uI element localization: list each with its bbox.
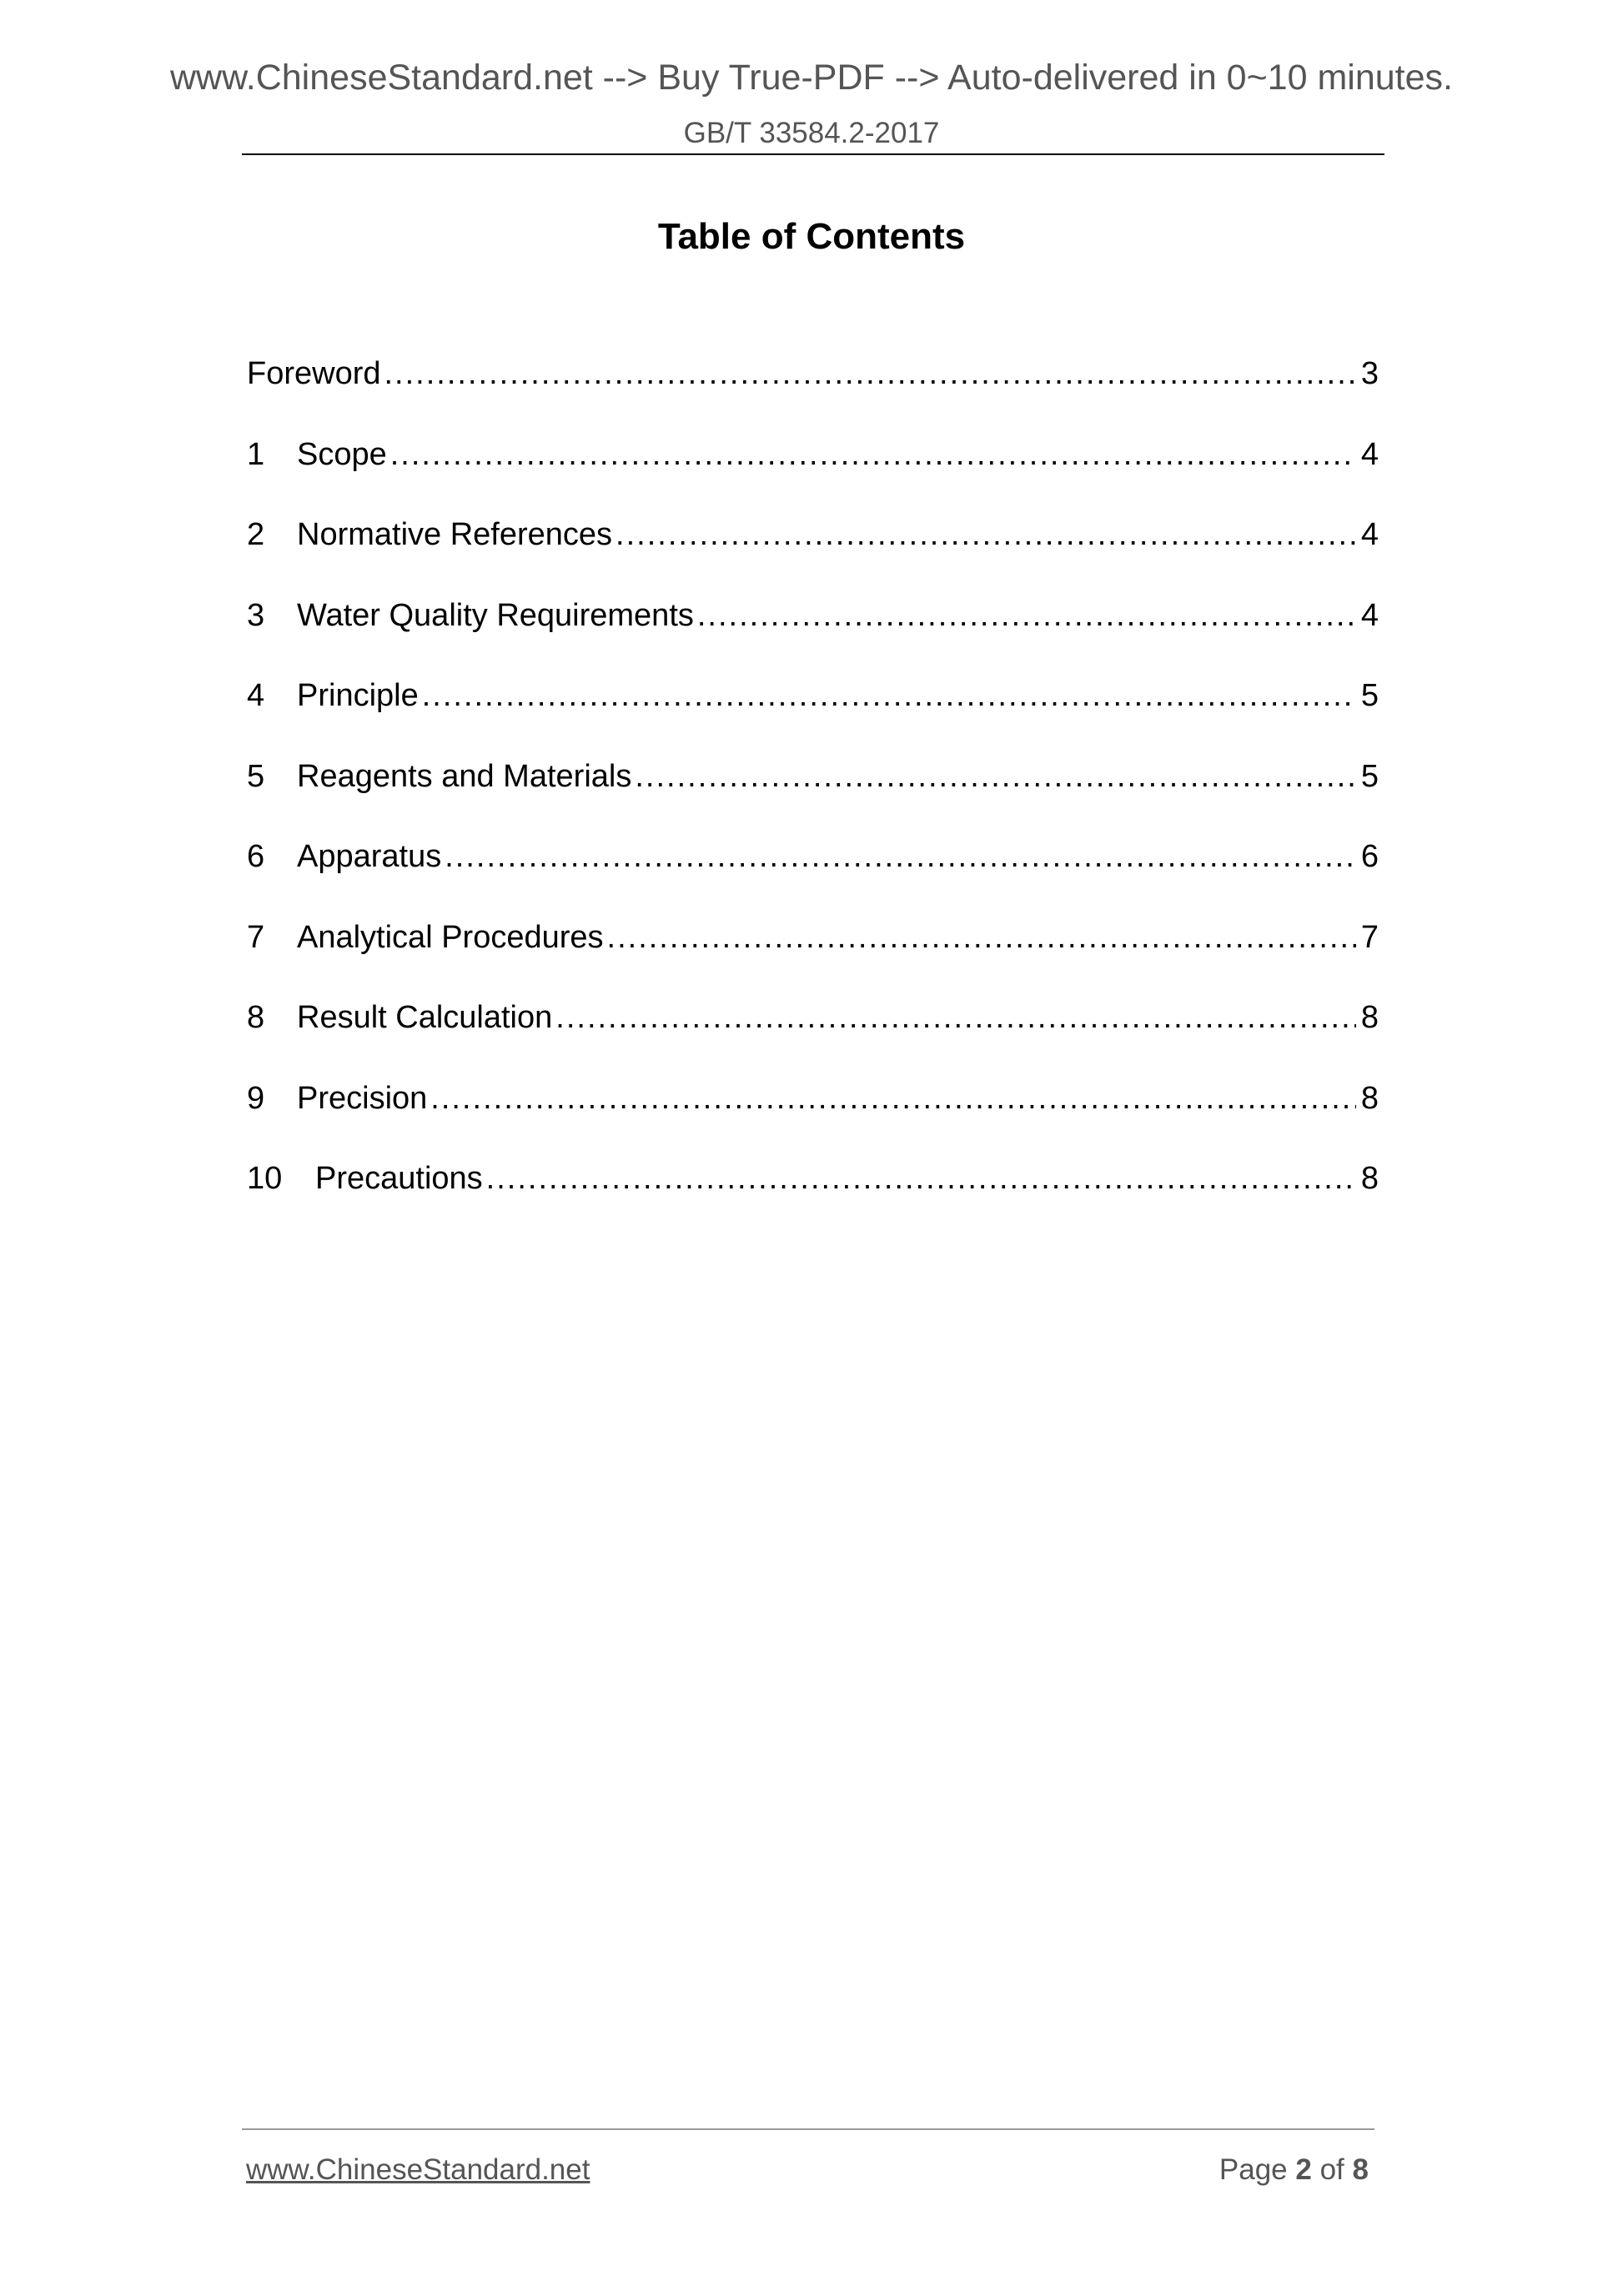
toc-entry-label: Analytical Procedures: [297, 919, 604, 955]
toc-entry-page: 8: [1360, 1080, 1379, 1116]
header-banner: www.ChineseStandard.net --> Buy True-PDF --> Auto-delivered in 0~10 minutes.: [169, 58, 1453, 98]
toc-entry-number: 3: [247, 597, 265, 633]
toc-dot-leader: [390, 433, 1356, 476]
toc-entry-label: Precision: [297, 1080, 428, 1116]
toc-entry-scope[interactable]: [247, 433, 1379, 514]
toc-entry-page: 5: [1360, 678, 1379, 713]
toc-dot-leader: [486, 1157, 1356, 1200]
toc-entry-number: 7: [247, 919, 265, 955]
toc-entry-label: Foreword: [247, 356, 381, 391]
toc-dot-leader: [384, 352, 1356, 395]
toc-entry-number: 4: [247, 678, 265, 713]
header-divider: [242, 153, 1384, 155]
footer-website-link[interactable]: www.ChineseStandard.net: [246, 2153, 590, 2186]
toc-entry-number: 2: [247, 517, 265, 552]
toc-entry-page: 4: [1360, 517, 1379, 552]
toc-entry-label: Scope: [297, 436, 387, 472]
toc-dot-leader: [635, 755, 1356, 798]
toc-entry-number: 8: [247, 1000, 265, 1035]
toc-entry-label: Reagents and Materials: [297, 758, 632, 794]
toc-entry-number: 1: [247, 436, 265, 472]
document-code: GB/T 33584.2-2017: [683, 117, 940, 149]
toc-entry-water-quality-requirements[interactable]: [247, 594, 1379, 675]
toc-dot-leader: [445, 835, 1356, 878]
toc-entry-precautions[interactable]: [247, 1157, 1379, 1238]
toc-entry-normative-references[interactable]: [247, 513, 1379, 594]
toc-entry-page: 4: [1360, 436, 1379, 472]
toc-entry-page: 8: [1360, 1000, 1379, 1035]
toc-entry-page: 5: [1360, 758, 1379, 794]
toc-entry-number: 10: [247, 1161, 283, 1196]
page-title: Table of Contents: [657, 216, 966, 257]
toc-entry-apparatus[interactable]: [247, 835, 1379, 916]
toc-dot-leader: [616, 513, 1356, 556]
toc-entry-label: Water Quality Requirements: [297, 597, 694, 633]
toc-entry-reagents-and-materials[interactable]: [247, 755, 1379, 836]
toc-entry-page: 8: [1360, 1161, 1379, 1196]
footer-divider: [242, 2128, 1374, 2130]
toc-entry-analytical-procedures[interactable]: [247, 916, 1379, 997]
toc-entry-label: Normative References: [297, 517, 613, 552]
page-of: of: [1319, 2153, 1344, 2186]
toc-entry-precision[interactable]: [247, 1077, 1379, 1158]
toc-entry-page: 3: [1360, 356, 1379, 391]
toc-entry-result-calculation[interactable]: [247, 996, 1379, 1077]
toc-dot-leader: [607, 916, 1356, 959]
toc-entry-page: 7: [1360, 919, 1379, 955]
toc-entry-number: 9: [247, 1080, 265, 1116]
toc-entry-principle[interactable]: [247, 674, 1379, 755]
toc-dot-leader: [555, 996, 1356, 1039]
toc-list: [247, 352, 1379, 1238]
toc-entry-label: Result Calculation: [297, 1000, 553, 1035]
page-total: 8: [1352, 2153, 1369, 2186]
toc-entry-page: 6: [1360, 839, 1379, 874]
toc-entry-label: Precautions: [315, 1161, 483, 1196]
toc-entry-number: 5: [247, 758, 265, 794]
toc-entry-foreword[interactable]: [247, 352, 1379, 433]
toc-entry-number: 6: [247, 839, 265, 874]
page-number: [1219, 2155, 1369, 2184]
toc-dot-leader: [430, 1077, 1356, 1120]
page-current: 2: [1295, 2153, 1312, 2186]
toc-entry-label: Principle: [297, 678, 419, 713]
page-prefix: Page: [1219, 2153, 1288, 2186]
toc-dot-leader: [422, 674, 1356, 717]
toc-dot-leader: [697, 594, 1356, 637]
toc-entry-label: Apparatus: [297, 839, 442, 874]
toc-entry-page: 4: [1360, 597, 1379, 633]
